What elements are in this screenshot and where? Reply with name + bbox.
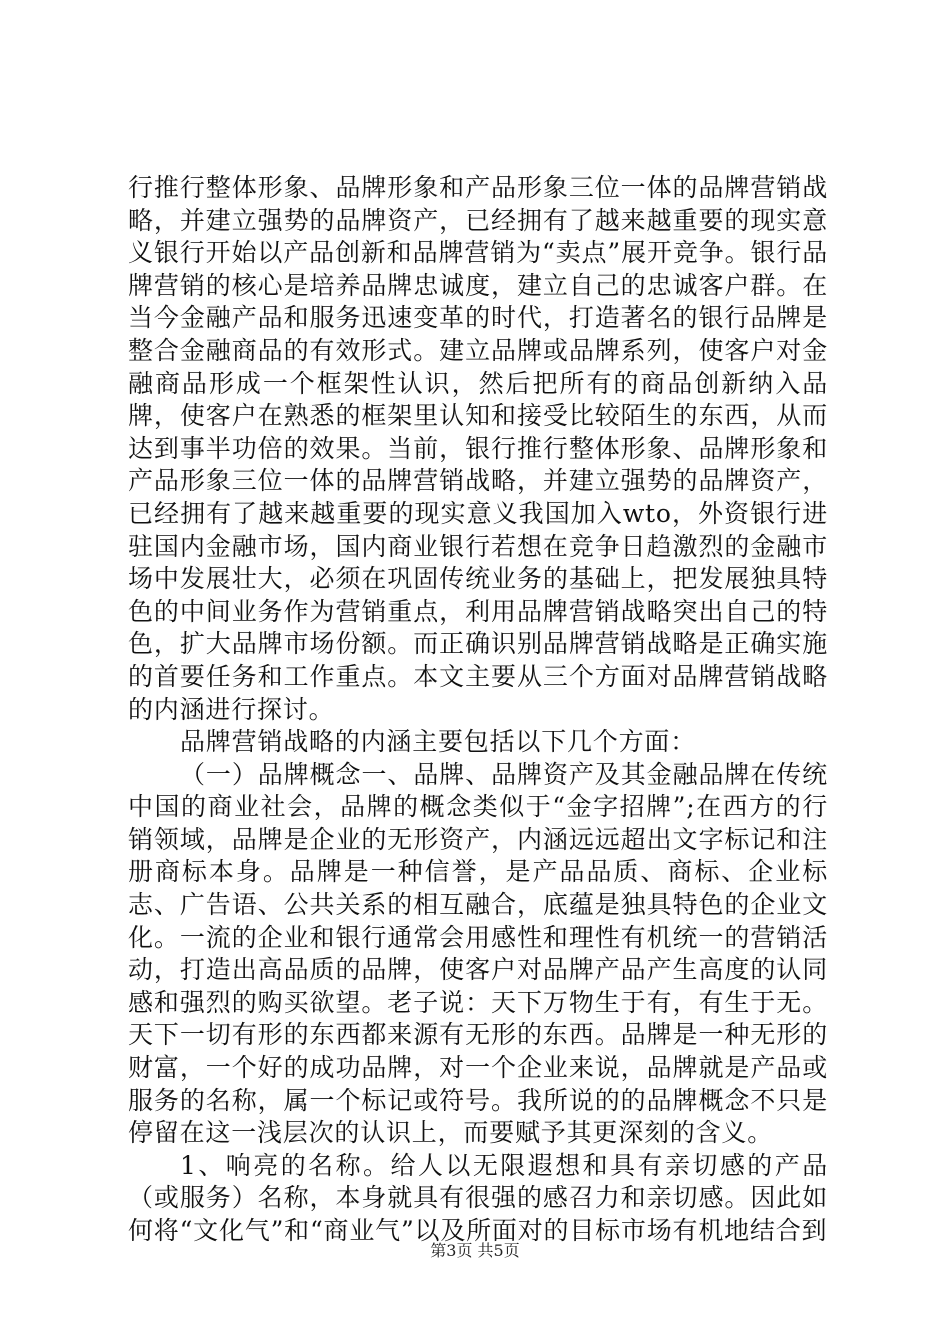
paragraph-4: 1、响亮的名称。给人以无限遐想和具有亲切感的产品（或服务）名称，本身就具有很强的感召力和亲切感。因此如何将“文化气”和“商业气”以及所面对的目标市场有机地结合到 [128,1150,828,1245]
page-number-label: 第3页 共5页 [430,1241,520,1260]
paragraph-1: 行推行整体形象、品牌形象和产品形象三位一体的品牌营销战略，并建立强势的品牌资产，已经拥有了越来越重要的现实意义银行开始以产品创新和品牌营销为“卖点”展开竞争。银行品牌营销的核心是培养品牌忠诚度，建立自己的忠诚客户群。在当今金融产品和服务迅速变革的时代，打造著名的银行品牌是整合金融商品的有效形式。建立品牌或品牌系列，使客户对金融商品形成一个框架性认识，然后把所有的商品创新纳入品牌，使客户在熟悉的框架里认知和接受比较陌生的东西，从而达到事半功倍的效果。当前，银行推行整体形象、品牌形象和产品形象三位一体的品牌营销战略，并建立强势的品牌资产，已经拥有了越来越重要的现实意义我国加入wto，外资银行进驻国内金融市场，国内商业银行若想在竞争日趋激烈的金融市场中发展壮大，必须在巩固传统业务的基础上，把发展独具特色的中间业务作为营销重点，利用品牌营销战略突出自己的特色，扩大品牌市场份额。而正确识别品牌营销战略是正确实施的首要任务和工作重点。本文主要从三个方面对品牌营销战略的内涵进行探讨。 [128,173,828,724]
paragraph-3: （一）品牌概念一、品牌、品牌资产及其金融品牌在传统中国的商业社会，品牌的概念类似于“金字招牌”;在西方的行销领域，品牌是企业的无形资产，内涵远远超出文字标记和注册商标本身。品牌是一种信誉，是产品品质、商标、企业标志、广告语、公共关系的相互融合，底蕴是独具特色的企业文化。一流的企业和银行通常会用感性和理性有机统一的营销活动，打造出高品质的品牌，使客户对品牌产品产生高度的认同感和强烈的购买欲望。老子说：天下万物生于有，有生于无。天下一切有形的东西都来源有无形的东西。品牌是一种无形的财富，一个好的成功品牌，对一个企业来说，品牌就是产品或服务的名称，属一个标记或符号。我所说的的品牌概念不只是停留在这一浅层次的认识上，而要赋予其更深刻的含义。 [128,759,828,1148]
page-footer [0,1238,950,1261]
paragraph-2: 品牌营销战略的内涵主要包括以下几个方面： [180,727,697,757]
document-body [128,172,828,1248]
